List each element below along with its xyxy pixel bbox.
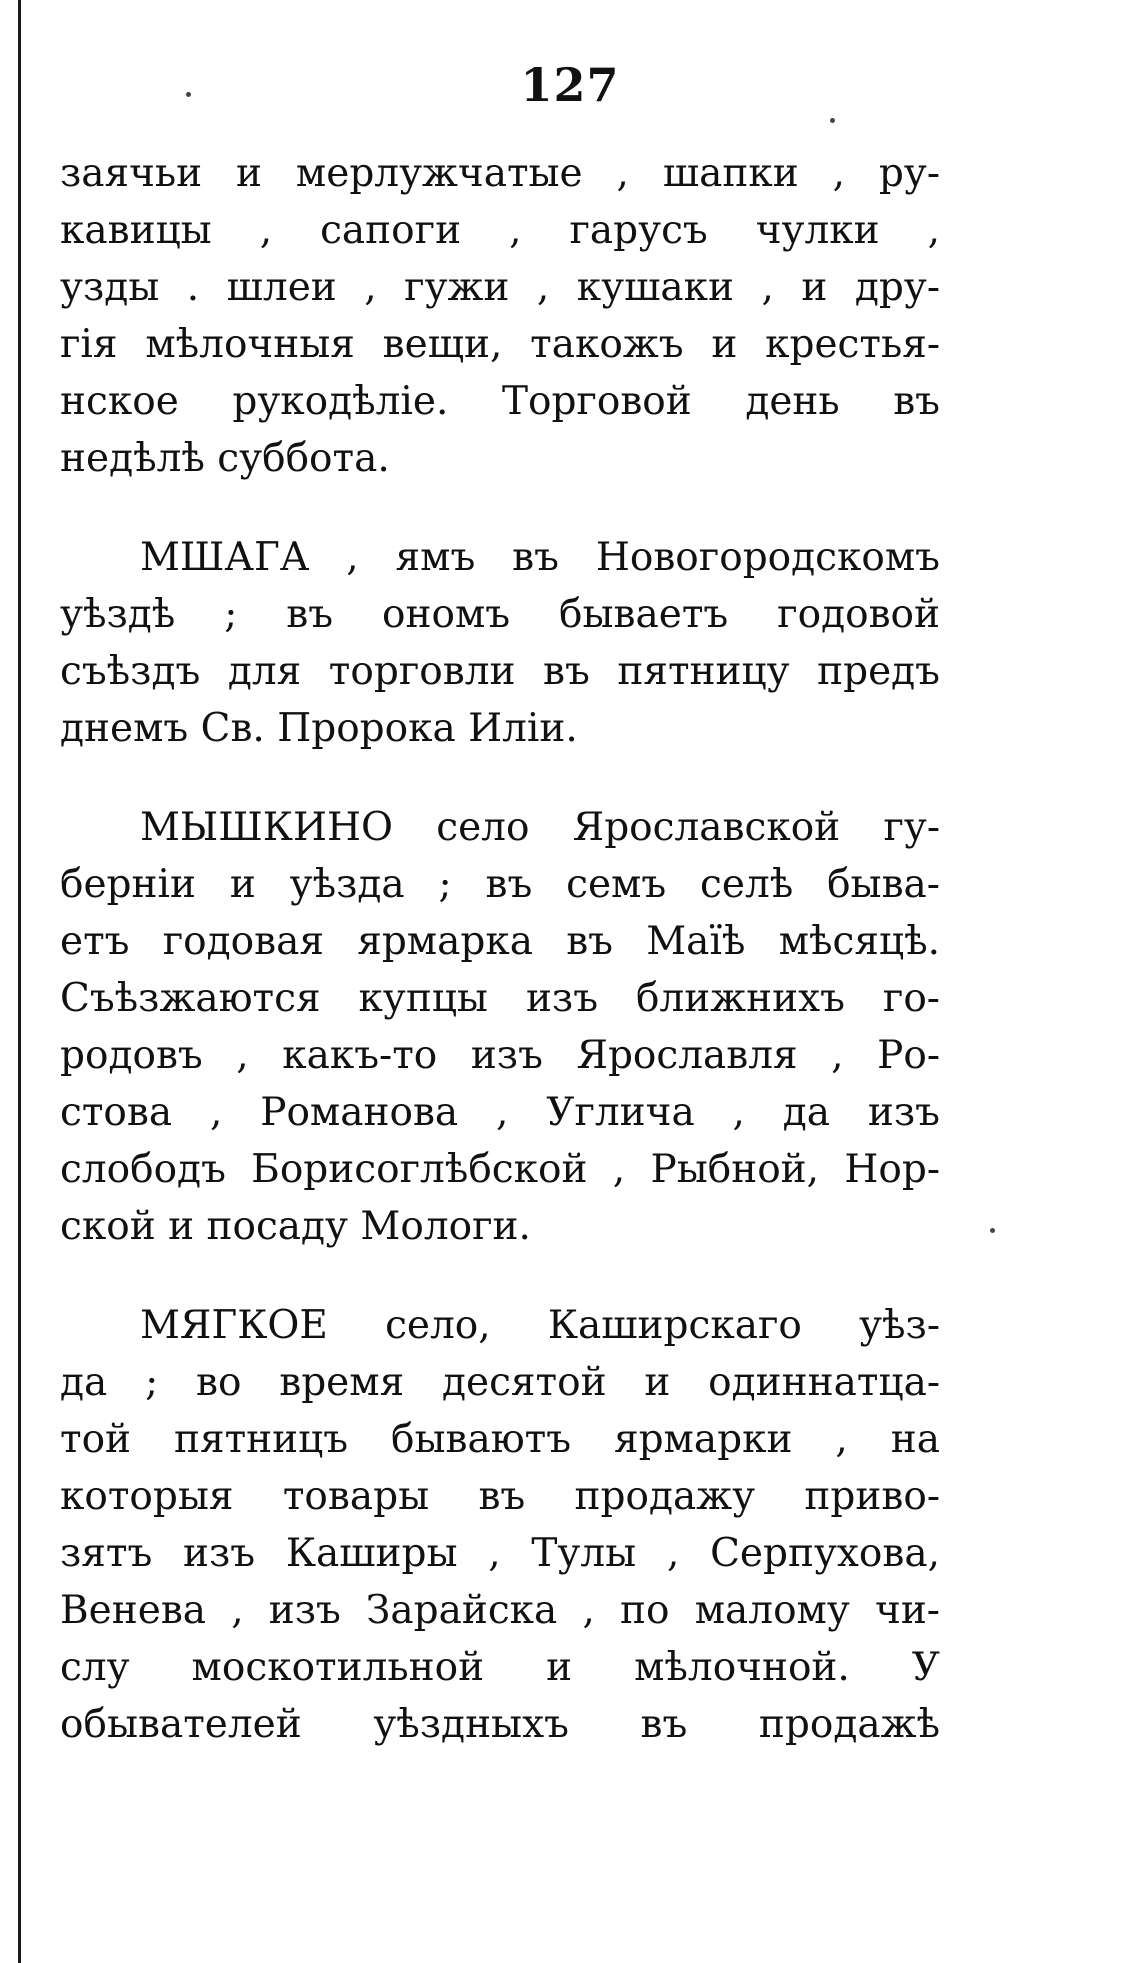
text-line: етъ годовая ярмарка въ Маїѣ мѣсяцѣ. [60, 919, 940, 964]
text-line: обывателей уѣздныхъ въ продажѣ [60, 1702, 940, 1747]
text-line: родовъ , какъ-то изъ Ярославля , Ро- [60, 1033, 940, 1078]
text-line: ской и посаду Мологи. [60, 1204, 531, 1249]
text-line: МШАГА , ямъ въ Новогородскомъ [140, 535, 940, 580]
paragraph-mshaga [60, 529, 940, 757]
text-body [60, 145, 940, 1753]
text-line: берніи и уѣзда ; въ семъ селѣ бывa- [60, 862, 940, 907]
paragraph-myagkoe [60, 1297, 940, 1753]
text-line: съѣздъ для торговли въ пятницу предъ [60, 649, 940, 694]
text-line: недѣлѣ суббота. [60, 436, 390, 481]
text-line: слободъ Борисоглѣбской , Рыбной, Нор- [60, 1147, 940, 1192]
print-speck [990, 1228, 995, 1233]
text-line: слу москотильной и мѣлочной. У [60, 1645, 940, 1690]
text-line: которыя товары въ продажу приво- [60, 1474, 940, 1519]
text-line: днемъ Св. Пророка Иліи. [60, 706, 578, 751]
paragraph-myshkino [60, 799, 940, 1255]
text-line: стова , Романова , Углича , да изъ [60, 1090, 940, 1135]
paragraph-continuation [60, 145, 940, 487]
text-line: нское рукодѣліе. Торговой день въ [60, 379, 940, 424]
text-line: зятъ изъ Каширы , Тулы , Серпухова, [60, 1531, 940, 1576]
text-line: да ; во время десятой и одиннатца- [60, 1360, 940, 1405]
text-line: гія мѣлочныя вещи, такожъ и крестья- [60, 322, 940, 367]
text-line: уѣздѣ ; въ ономъ бываетъ годовой [60, 592, 940, 637]
text-line: МЫШКИНО село Ярославской гу- [140, 805, 940, 850]
text-line: Съѣзжаются купцы изъ ближнихъ го- [60, 976, 940, 1021]
text-line: МЯГКОЕ село, Каширскаго уѣз- [140, 1303, 940, 1348]
text-line: той пятницъ бываютъ ярмарки , на [60, 1417, 940, 1462]
left-margin-rule [18, 0, 21, 1963]
print-speck [186, 92, 191, 97]
text-line: узды . шлеи , гужи , кушаки , и дру- [60, 265, 940, 310]
print-speck [830, 118, 835, 123]
text-line: Венева , изъ Зарайска , по малому чи- [60, 1588, 940, 1633]
text-line: кавицы , сапоги , гарусъ чулки , [60, 208, 940, 253]
page-number: 127 [520, 58, 620, 112]
text-line: заячьи и мерлужчатые , шапки , ру- [60, 151, 940, 196]
